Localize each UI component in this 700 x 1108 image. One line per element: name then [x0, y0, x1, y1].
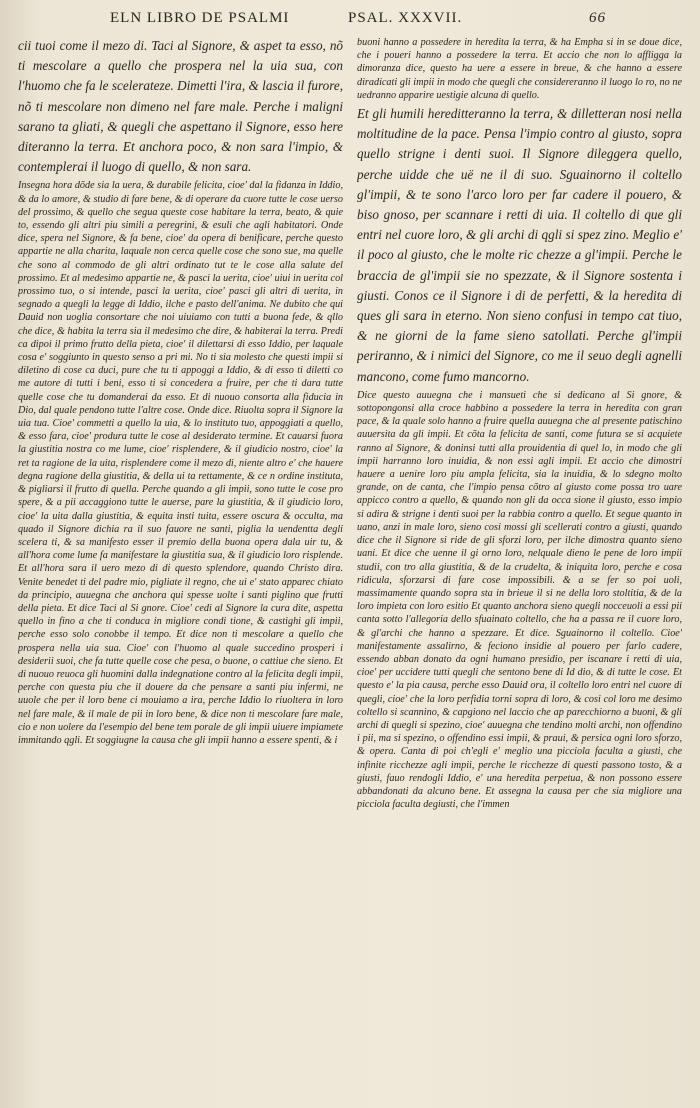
left-verse-text: cii tuoi come il mezo di. Taci al Signore, & aspet ta esso, nõ ti mescolare a quello che prospera nel la uia sua, con l'huomo che fa le scelerateze. Dimetti l'ira, & lascia il furore, nõ ti mescolare non dimeno nel fare male. Perche i maligni sarano ta gliati, & quegli che aspettano il Signore, esso here diteranno la terra. Et anchora poco, & non sara l'impio, & contemplerai il luogo di quello, & non sara. [18, 38, 343, 175]
text-columns [18, 36, 682, 1104]
running-header [18, 10, 682, 36]
header-book-title: ELN LIBRO DE PSALMI [110, 10, 290, 26]
right-column [357, 36, 682, 1104]
right-top-commentary: buoni hanno a possedere in heredita la terra, & ha Empha si in se doue dice, che i poueri hanno a possedere la terra. Et accio che non lo affligga la dimoranza dice, questo ha uere a essere in breue, & che hanno a essere diradicati gli impii in modo che quegli che considereranno il luogo lo ro, no ne uedranno apparire uestigie alcuna di quello. [357, 37, 682, 101]
page-number: 66 [589, 10, 606, 26]
right-commentary: Dice questo auuegna che i mansueti che si dedicano al Si gnore, & sottopongonsi alla croce habbino a possedere la terra in heredita con gran pace, & la quale solo hanno a fruire quella auuegna che al presente patischino auuersita da gli impii. Et cõta la felicita de santi, come futura se si acquiete ranno al Signore, & doninsi tutti alla prouidentia di quel lo, in modo che gli impii harranno loro inuidia, & non essi agli impii. Et accio che dimostri hauere a uenire loro piu ampla felicita, sia la inuidia, & lo sdegno molto grande, on de canta, che l'impio pensa cõtro al giusto come possa tro uare appicco contro a quello, & quando non gli da occa sione il giusto, esso impio si adira & strigne i denti suoi per la rabbia contro a quello. Et segue quanto in uano, anzi in male loro, sieno cosi mossi gli scellerati contro a giusti, quando dice che il Signore si ride de gli sforzi loro, per ilche dimostra quanto sieno uani. Et dice che uenne il gi orno loro, nelquale dieno le pene de loro impii studii, con tro alla giustitia, & de la crudelta, & iniquita loro, perche e cosa ridicula, sforzarsi di fare cose impossibili. & a se fer so poi uoli, massimamente quando sopra sta in brieue il si ne della loro stoltitia, & de la loro impieta con loro esitio Et quanto anchora sieno quegli nocceuoli a essi pii canta sotto l'allegoria dello sfuainato coltello, che ha a passa re il cuore loro, & gl'archi che hanno a spezzare. Et dice. Sguainorno il coltello. Cioe' manifestamente assalirno, & feciono insidie al pouero per farlo cadere, essendo abban donato da ogni humano presidio, per iscanare i retti di uia, cioe' per uccidere tutti quegli che sentono bene di Id dio, & di tutte le cose. Et questo e' la pia causa, perche esso Dauid ora, il coltello loro entri nel cuore di quegli, cioe' che la loro perfidia torni sopra di loro, & cosi col loro me desimo coltello si scannino, & capgiono nel laccio che ap parecchiorno a buoni, & gli archi di quegli si spezino, cioe' auuegna che tendino molti archi, non offendino i pii, ma si spezino, o offendino essi impii, & praui, & persica ogni loro sforzo, & opera. Canta di poi ch'egli e' meglio una picciola faculta a giusti, che infinite ricchezze agli impii, perche le ricchezze di questi passono tosto, & a giusti, fauo rendogli Iddio, e' una heredita perpetua, & non possono essere abbandonati da alcuno bene. Et assegna la causa per che sia migliore una picciola faculta degiusti, che l'immen [357, 389, 682, 811]
header-psalm-number: PSAL. XXXVII. [348, 10, 463, 26]
right-verse-text: Et gli humili hereditteranno la terra, & dilletteran nosi nella moltitudine de la pace. Pensa l'impio contro al giusto, sopra quello strigne i denti suoi. Il Signore dileggera quello, perche uidde che uë ne il di suo. Sguainorno il coltello gl'impii, & te sono l'arco loro per far cadere il pouero, & biso gnoso, per scannare i retti di uia. Il coltello di que gli entri nel cuore loro, & gli archi di qgli si spez zino. Meglio e' il poco al giusto, che le molte ric chezze a gl'impii. Perche le braccia de gl'impii sie no spezzate, & il Signore sostenta i giusti. Conos ce il Signore i di de perfetti, & la heredita di ques gli sara in eterno. Non sieno confusi in tempo cat tiuo, & ne giorni de la fame sieno satollati. Perche gl'impii periranno, & i nimici del Signore, co me il seuo degli agnelli mancono, come fumo mancorno. [357, 106, 682, 384]
left-column [18, 36, 343, 1104]
left-commentary: Insegna hora dõde sia la uera, & durabile felicita, cioe' dal la fidanza in Iddio, & da lo amore, & studio di fare bene, & di operare da cuore tutte le cose uerso del prossimo, & quello che segua queste cose habitare la terra, beato, & quie to, essendo gli altri piu simili a peregrini, & esuli che agli habitatori. Onde dice, spera nel Signore, & fa bene, cioe' da opera di benificare, perche questo appartie ne alla charita, laquale non cerca quelle cose che sono sue, ma quelle che sono al commodo de gli altri ordinato tut te le cose alla salute del prossimo. Et al medesimo appartie ne, & pasci la uerita, cioe' uiui in uerita col prossimo tuo, o si intende, pasci la uerita, cioe' pasci gli altri di uerita, in segnado a quegli la legge di Iddio, ilche e pasto dell'anima. Ne dubito che qui Dauid non uoglia consortare che noi uiuiamo con tutti a buona fede, & qllo che dice, & habita la terra sia il medesimo che dire, & habiterai la terra. Predi ca dipoi il primo frutto della pieta, cioe' il dilettarsi di esso Iddio, per laquale cosa e' soggiunto in questo senso a pri mi. No ti sia molesto che questi impii si diletino di cose ca duci, pure che tu ti appoggi a Iddio, & di esso ti diletti co me autore di tutti i beni, esso ti si concedera a fruire, per che ti dara tutte quelle cose che tu domanderai da esso. Et di nuouo consorta alla fiducia in Dio, dal quale pendono tutte l'altre cose. Onde dice. Riuolta sopra il Signore la uia tua. Cioe' commetti a quello la uia, & lo instituto tuo, appoggiati a quello, & esso fara, cioe' produra tutte le cose al desiderato termine. Et cauarsi fuora la giustitia nostra co me lume, cioe' risplendere, & il giudicio nostro, cioe' la ret ta ragione de la uita, risplendere come il mezo di, niente altro e' che hauere degna ragione della giustitia, & della ui ta rettamente, & ce n ordine instituta, & pigliarsi il frutto di quella. Perche quando a gli impii, sono tutte le cose pro spere, & a pii accaggiono tutte le auerse, pare la giustitia, & il giudicio loro, cioe' la uita dalla giustitia, & equita insti tuita, essere oscura & occulta, ma quado il Signore dichia ra il suo fauore ne santi, piglia la uendentta degli scelera ti, & sa manifesto esser il premio della buona opera dala uir tu, & all'hora come lume fa manifestare la giustitia sua, & il giudicio loro risplende. Et all'hora sara il uero mezo di di questo splendore, quando Christo dira. Venite benedet ti del padre mio, pigliate il regno, che ui e' stato apparec chiato da principio, auuegna che anchora qui spesse uolte i santi piglino que frutti della pieta. Et dice Taci al Si gnore. Cioe' cedi al Signore la cura dite, aspetta quello in fino a che ti conduca in migliore condi tione, & castighi gli impii, perche esso solo conobbe il tempo. Et dice non ti mescolare a quello che prospera nella uia sua. Cioe' con l'huomo al quale succedino prosperi i desiderii suoi, che fa tutte quelle cose che pesa, o buone, o cattiue che sieno. Et di nuouo reuoca gli huomini dalla indegnatione contro al la felicita degli impii, perche con questa piu che il douere da che pensare a santi piu infermi, ne uuole che per il loro bene ci mouiamo a ira, perche Iddio lo riuoltera in loro nel fare male, & il male de pii in loro bene, & dice non ti mescolare fare male, cio e non uolere da l'esempio del bene tem porale de gli impii uiuere impiamete immitando qgli. Et soggiugne la causa che gli impii hanno a essere spenti, & i [18, 180, 343, 746]
